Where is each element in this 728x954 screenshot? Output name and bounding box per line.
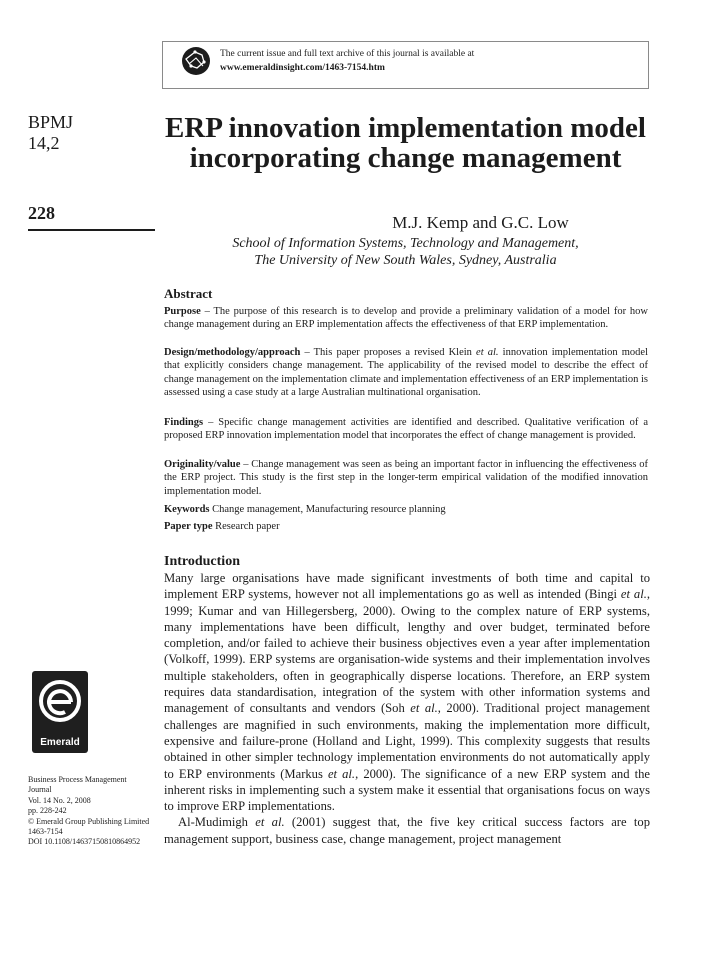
body-text-run: , 2000). The significance of a new ERP system and the inherent risks in implementing such a system make it essential that organisations focus on ways to improve ERP implementations.	[164, 766, 650, 814]
body-paragraph	[164, 570, 650, 814]
citation-etal: et al.	[327, 766, 356, 781]
journal-code	[28, 112, 73, 154]
journal-url[interactable]: www.emeraldinsight.com/1463-7154.htm	[220, 63, 385, 73]
availability-note: The current issue and full text archive of this journal is available at	[220, 49, 475, 59]
page-number-rule	[28, 229, 155, 231]
citation-etal: et al.	[410, 701, 438, 716]
affiliation-line-2: The University of New South Wales, Sydney, Australia	[254, 253, 557, 268]
abstract-paper-type	[164, 520, 648, 533]
abstract-originality	[164, 458, 648, 498]
emerald-logo-word: Emerald	[40, 737, 80, 748]
abstract-findings	[164, 416, 648, 443]
purpose-text: – The purpose of this research is to develop and provide a preliminary validation of a model for how change management during an ERP implementation affects the effectiveness of that ERP implementation.	[164, 306, 648, 331]
pub-line: 1463-7154	[28, 827, 63, 837]
findings-label: Findings	[164, 417, 204, 428]
paper-type-label: Paper type	[164, 521, 213, 532]
pub-line: © Emerald Group Publishing Limited	[28, 816, 150, 826]
design-text-cont: innovation implementation model that explicitly considers change management. The applicability of the revised model to describe the effect of change management on the implementation climate and implementation effectiveness of an ERP implementation is assessed using a case study at a large Australian multinational organisation.	[164, 347, 648, 398]
abstract-purpose	[164, 305, 648, 332]
publication-info	[28, 775, 149, 848]
article-title: ERP innovation implementation model incorporating change management	[165, 112, 646, 174]
abstract-design	[164, 346, 648, 399]
author-affiliation	[162, 235, 649, 269]
globe-icon	[181, 46, 211, 76]
design-etal: et al.	[476, 347, 499, 358]
introduction-heading: Introduction	[164, 554, 240, 569]
citation-etal: et al.	[255, 815, 285, 830]
pub-line: DOI 10.1108/14637150810864952	[28, 837, 141, 847]
pub-line: Journal	[28, 785, 52, 795]
originality-text: – Change management was seen as being an important factor in influencing the effectiveness of the ERP project. This study is the first step in the longer-term empirical validation of the modified innovation implementation model.	[164, 459, 648, 497]
affiliation-line-1: School of Information Systems, Technology and Management,	[232, 236, 579, 251]
purpose-label: Purpose	[164, 306, 201, 317]
page-number: 228	[28, 203, 55, 223]
body-paragraph	[164, 814, 650, 847]
findings-text: – Specific change management activities are identified and described. Qualitative verification of a proposed ERP innovation implementation model that incorporates the effect of change management is provided.	[164, 417, 648, 442]
design-text: – This paper proposes a revised Klein	[300, 347, 477, 358]
introduction-body	[164, 570, 650, 847]
body-text-run: Many large organisations have made significant investments of both time and capital to implement ERP systems, however not all implementations go as well as intended (Bingi	[164, 571, 650, 602]
author-names: M.J. Kemp and G.C. Low	[392, 213, 569, 232]
body-text-run: , 1999; Kumar and van Hillegersberg, 2000). Owing to the complex nature of ERP systems, many implementations have been difficult, lengthy and over budget, terminated before completion, and/or failed to achieve their business objectives even a year after implementation (Volkoff, 1999). ERP systems are organisation-wide systems and their implementation involves multiple stakeholders, often in geographically disperse locations. Therefore, an ERP system requires data standardisation, integration of the system with other information systems and management of consultants and vendors (Soh	[164, 587, 651, 716]
pub-line: pp. 228-242	[28, 806, 67, 816]
pub-line: Vol. 14 No. 2, 2008	[28, 795, 91, 805]
journal-code-name: BPMJ	[28, 112, 74, 132]
body-text-run: (2001) suggest that, the five key critical success factors are top management support, business case, change management, project management	[164, 815, 650, 846]
body-text-run: , 2000). Traditional project management challenges are magnified in such environments, making the implementation more difficult, expensive and failure-prone (Holland and Light, 1999). This complexity suggests that results obtained in other simpler technology implementation environments do not automatically apply to ERP environments (Markus	[164, 701, 651, 781]
keywords-label: Keywords	[164, 504, 210, 515]
design-label: Design/methodology/approach	[164, 347, 301, 358]
journal-code-volume: 14,2	[28, 133, 60, 153]
article-authors	[162, 213, 649, 233]
citation-etal: et al.	[620, 587, 647, 602]
pub-line: Business Process Management	[28, 775, 127, 784]
body-text-run: Al-Mudimigh	[178, 815, 256, 830]
keywords-text: Change management, Manufacturing resource planning	[209, 504, 446, 515]
originality-label: Originality/value	[164, 459, 241, 470]
abstract-heading: Abstract	[164, 286, 213, 301]
emerald-e-icon	[32, 671, 88, 735]
abstract-keywords	[164, 503, 648, 516]
paper-type-text: Research paper	[212, 521, 280, 532]
